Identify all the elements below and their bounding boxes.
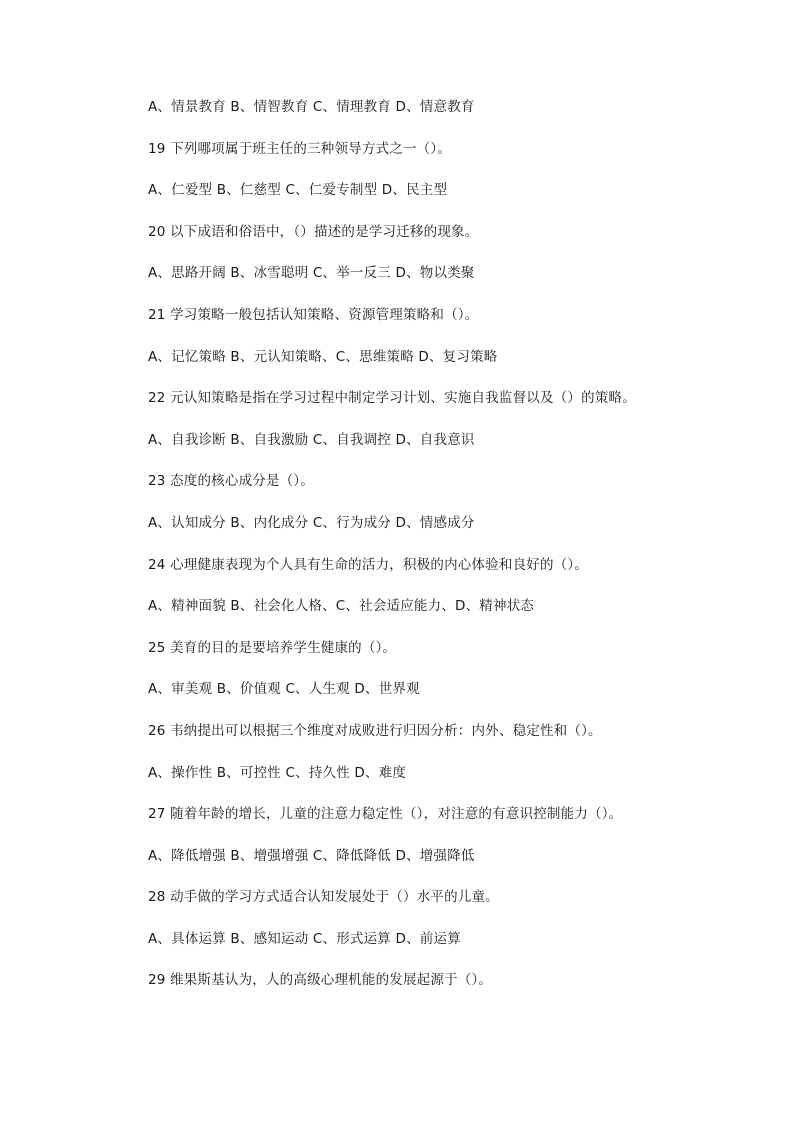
answer-options-22: A、自我诊断 B、自我激励 C、自我调控 D、自我意识	[148, 431, 475, 448]
answer-options-20: A、思路开阔 B、冰雪聪明 C、举一反三 D、物以类聚	[148, 265, 475, 282]
answer-options-24: A、精神面貌 B、社会化人格、C、社会适应能力、D、精神状态	[148, 598, 535, 615]
answer-options-27: A、降低增强 B、增强增强 C、降低降低 D、增强降低	[148, 847, 475, 864]
answer-options-19: A、仁爱型 B、仁慈型 C、仁爱专制型 D、民主型	[148, 182, 448, 199]
answer-options-18: A、情景教育 B、情智教育 C、情理教育 D、情意教育	[148, 99, 475, 115]
question-22: 22 元认知策略是指在学习过程中制定学习计划、实施自我监督以及（）的策略。	[148, 390, 636, 407]
answer-options-21: A、记忆策略 B、元认知策略、C、思维策略 D、复习策略	[148, 348, 498, 365]
question-24: 24 心理健康表现为个人具有生命的活力，积极的内心体验和良好的（）。	[148, 556, 589, 573]
answer-options-28: A、具体运算 B、感知运动 C、形式运算 D、前运算	[148, 930, 461, 947]
answer-options-25: A、审美观 B、价值观 C、人生观 D、世界观	[148, 681, 420, 698]
question-20: 20 以下成语和俗语中，（）描述的是学习迁移的现象。	[148, 223, 479, 240]
question-19: 19 下列哪项属于班主任的三种领导方式之一（）。	[148, 140, 452, 157]
question-25: 25 美育的目的是要培养学生健康的（）。	[148, 639, 397, 656]
question-26: 26 韦纳提出可以根据三个维度对成败进行归因分析：内外、稳定性和（）。	[148, 722, 602, 739]
question-28: 28 动手做的学习方式适合认知发展处于（）水平的儿童。	[148, 889, 499, 906]
answer-options-23: A、认知成分 B、内化成分 C、行为成分 D、情感成分	[148, 514, 475, 531]
question-27: 27 随着年龄的增长，儿童的注意力稳定性（），对注意的有意识控制能力（）。	[148, 806, 623, 823]
question-29: 29 维果斯基认为，人的高级心理机能的发展起源于（）。	[148, 972, 493, 989]
question-list	[148, 96, 768, 1011]
question-23: 23 态度的核心成分是（）。	[148, 473, 315, 490]
answer-options-26: A、操作性 B、可控性 C、持久性 D、难度	[148, 764, 407, 781]
question-21: 21 学习策略一般包括认知策略、资源管理策略和（）。	[148, 306, 479, 323]
